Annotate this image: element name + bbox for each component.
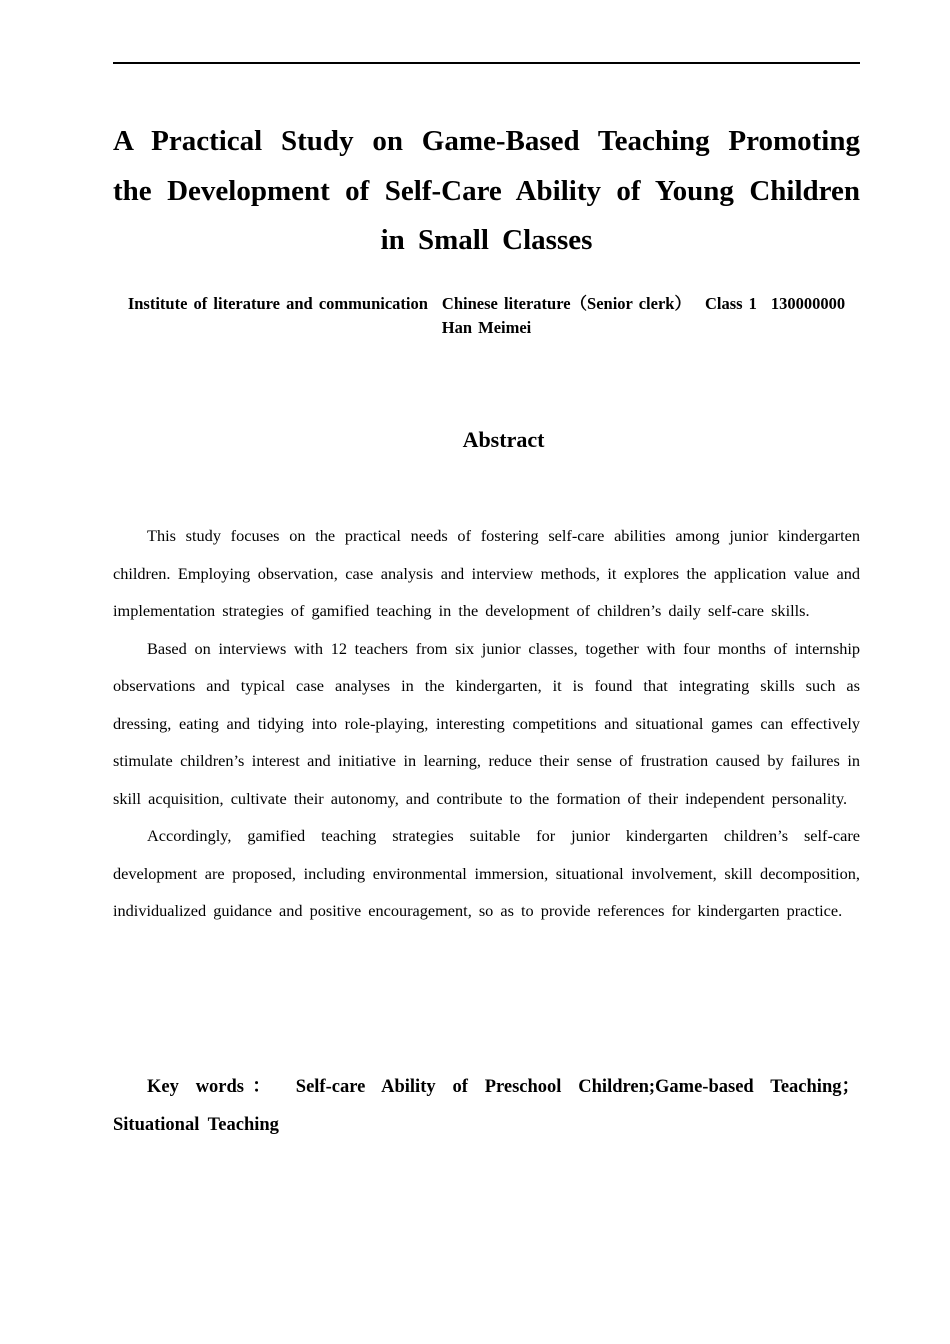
keywords-label: Key words： bbox=[147, 1077, 279, 1097]
author-info bbox=[113, 292, 860, 340]
title-line-2: the Development of Self-Care Ability of Young Children bbox=[113, 174, 860, 207]
abstract-heading: Abstract bbox=[462, 427, 545, 452]
paper-title bbox=[113, 117, 860, 266]
title-line-3: in Small Classes bbox=[380, 224, 593, 256]
student-id: 130000000 bbox=[770, 294, 846, 313]
abstract-paragraph-2: Based on interviews with 12 teachers from six junior classes, together with four months of internship observations and typical case analyses in the kindergarten, it is found that integrating skills such as dressing, eating and tidying into role-playing, interesting competitions and situational games can effectively stimulate children’s interest and initiative in learning, reduce their sense of frustration caused by failures in skill acquisition, cultivate their autonomy, and contribute to the formation of their independent personality. bbox=[113, 638, 860, 808]
major: Chinese literature（Senior clerk） bbox=[441, 294, 691, 313]
keywords-text: Self-care Ability of Preschool Children;Game-based Teaching；Situational Teaching bbox=[113, 1077, 860, 1135]
author-name: Han Meimei bbox=[441, 318, 532, 337]
class-name: Class 1 bbox=[704, 294, 757, 313]
abstract-paragraph-1: This study focuses on the practical needs of fostering self-care abilities among junior kindergarten children. Employing observation, case analysis and interview methods, it explores the application value and implementation strategies of gamified teaching in the development of children’s daily self-care skills. bbox=[113, 526, 860, 620]
header-rule bbox=[113, 62, 860, 64]
abstract-body bbox=[113, 517, 860, 930]
institute: Institute of literature and communication bbox=[127, 294, 428, 313]
abstract-paragraph-3: Accordingly, gamified teaching strategies suitable for junior kindergarten children’s self-care development are proposed, including environmental immersion, situational involvement, skill decomposition, individualized guidance and positive encouragement, so as to provide references for kindergarten practice. bbox=[113, 826, 860, 920]
title-line-1: A Practical Study on Game-Based Teaching Promoting bbox=[113, 125, 860, 157]
keywords bbox=[113, 1069, 860, 1144]
